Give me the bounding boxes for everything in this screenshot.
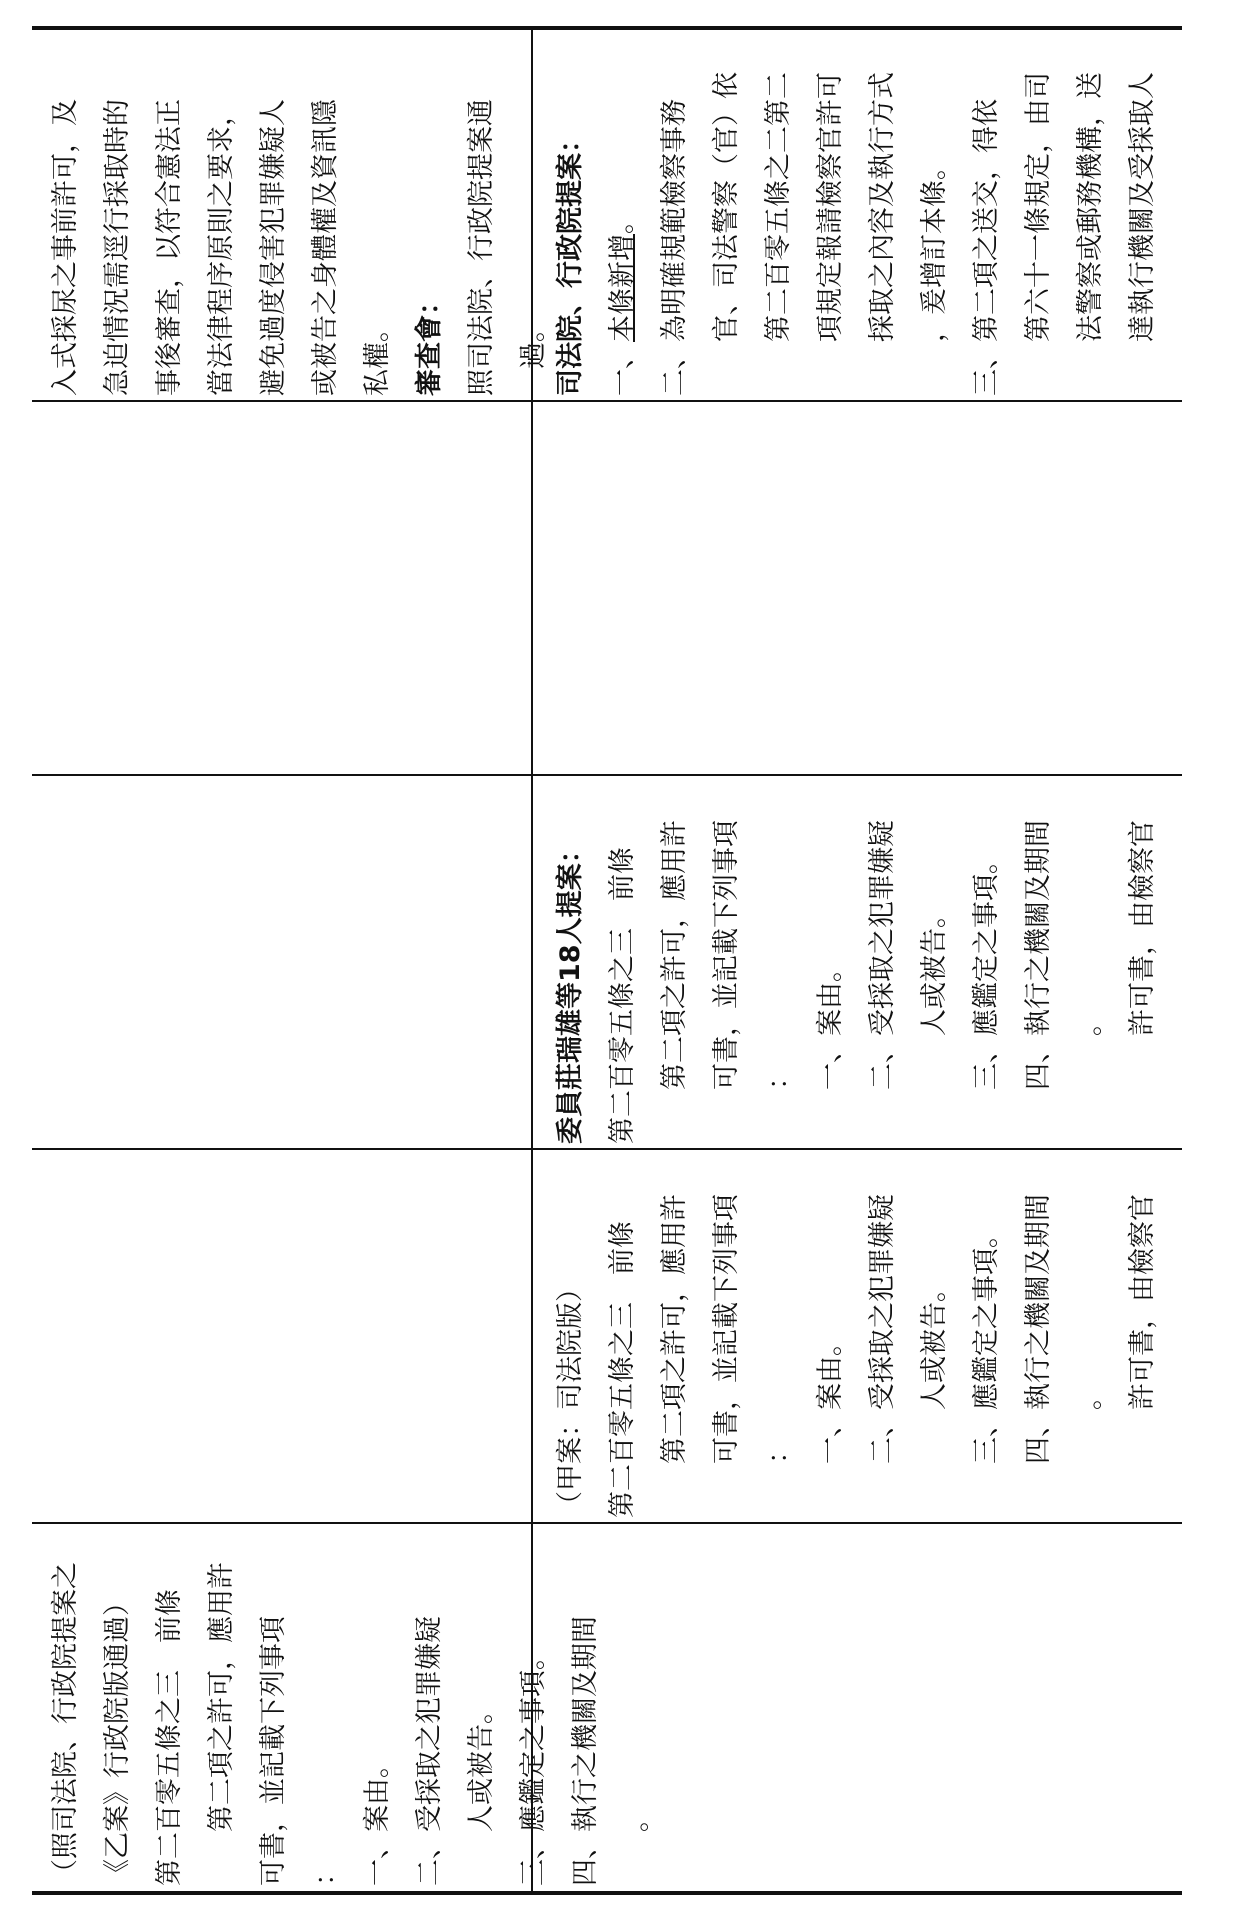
new-article-note: 本條新增 [607, 234, 638, 342]
passed-line: （照司法院、行政院提案之 [50, 1562, 81, 1886]
member-line: 三、應鑑定之事項。 [971, 847, 1002, 1090]
passed-item: 一、案由。 [362, 1751, 393, 1886]
member-proposal-heading: 委員莊瑞雄等18人提案： [555, 836, 586, 1144]
passed-item: 。 [622, 1805, 653, 1832]
plan-a-line: 。 [1075, 1383, 1106, 1410]
plan-a-line: 三、應鑑定之事項。 [971, 1221, 1002, 1464]
explanation-line: 私權。 [362, 315, 393, 396]
explanation-line: 當法律程序原則之要求， [206, 99, 237, 396]
plan-a-line: 四、執行之機關及期間 [1023, 1194, 1054, 1464]
passed-line: ： [310, 1859, 341, 1886]
row-divider-2 [32, 774, 1182, 776]
plan-a-line: 第二百零五條之三 前條 [607, 1221, 638, 1518]
right-cell-member-proposal [545, 778, 1175, 1144]
row-divider-4 [32, 1522, 1182, 1524]
table-top-border [32, 26, 1182, 30]
member-line: 第二項之許可，應用許 [659, 820, 690, 1090]
proposal-line: ，爰增訂本條。 [919, 153, 950, 342]
proposal-line: 第六十一條規定，由司 [1023, 72, 1054, 342]
row-divider-3 [32, 1148, 1182, 1150]
right-cell-judicial-proposal [545, 32, 1175, 396]
explanation-line: 或被告之身體權及資訊隱 [310, 99, 341, 396]
proposal-line: 官、司法警察（官）依 [711, 72, 742, 342]
member-line: 一、案由。 [815, 955, 846, 1090]
explanation-line: 事後審查，以符合憲法正 [154, 99, 185, 396]
passed-item: 二、受採取之犯罪嫌疑 [414, 1616, 445, 1886]
proposal-heading: 司法院、行政院提案： [555, 126, 586, 396]
plan-a-line: 許可書，由檢察官 [1127, 1194, 1158, 1410]
review-heading: 審查會： [414, 288, 445, 396]
member-line: 可書，並記載下列事項 [711, 820, 742, 1090]
right-cell-plan-a [545, 1152, 1175, 1518]
plan-a-heading: （甲案：司法院版） [555, 1275, 586, 1518]
proposal-item-1: 一、本條新增。 [607, 207, 638, 396]
passed-item: 四、執行之機關及期間 [570, 1616, 601, 1886]
passed-line: 第二百零五條之三 前條 [154, 1589, 185, 1886]
proposal-line: 三、第二項之送交，得依 [971, 99, 1002, 396]
row-divider-1 [32, 400, 1182, 402]
plan-a-line: 可書，並記載下列事項 [711, 1194, 742, 1464]
passed-line: 第二項之許可，應用許 [206, 1562, 237, 1832]
plan-a-line: 二、受採取之犯罪嫌疑 [867, 1194, 898, 1464]
explanation-line: 入式採尿之事前許可，及 [50, 99, 81, 396]
passed-line: 《乙案》行政院版通過） [102, 1589, 133, 1886]
review-line: 照司法院、行政院提案通 [466, 99, 497, 396]
passed-item: 人或被告。 [466, 1697, 497, 1832]
left-cell-explanation [40, 32, 549, 396]
member-line: 四、執行之機關及期間 [1023, 820, 1054, 1090]
proposal-line: 二、為明確規範檢察事務 [659, 99, 690, 396]
table-bottom-border [32, 1891, 1182, 1895]
passed-line: 可書，並記載下列事項 [258, 1616, 289, 1886]
plan-a-line: 一、案由。 [815, 1329, 846, 1464]
explanation-line: 避免過度侵害犯罪嫌疑人 [258, 99, 289, 396]
explanation-line: 急迫情況需逕行採取時的 [102, 99, 133, 396]
member-line: ： [763, 1063, 794, 1090]
member-line: 二、受採取之犯罪嫌疑 [867, 820, 898, 1090]
proposal-line: 法警察或郵務機構，送 [1075, 72, 1106, 342]
proposal-line: 項規定報請檢察官許可 [815, 72, 846, 342]
plan-a-line: 第二項之許可，應用許 [659, 1194, 690, 1464]
left-cell-passed-text [40, 1526, 653, 1886]
member-line: 。 [1075, 1009, 1106, 1036]
proposal-line: 採取之內容及執行方式 [867, 72, 898, 342]
member-line: 第二百零五條之三 前條 [607, 847, 638, 1144]
review-line: 過。 [518, 315, 549, 369]
passed-item: 三、應鑑定之事項。 [518, 1643, 549, 1886]
member-line: 許可書，由檢察官 [1127, 820, 1158, 1036]
member-line: 人或被告。 [919, 901, 950, 1036]
proposal-line: 第二百零五條之二第二 [763, 72, 794, 342]
proposal-line: 達執行機關及受採取人 [1127, 72, 1158, 342]
plan-a-line: ： [763, 1437, 794, 1464]
plan-a-line: 人或被告。 [919, 1275, 950, 1410]
